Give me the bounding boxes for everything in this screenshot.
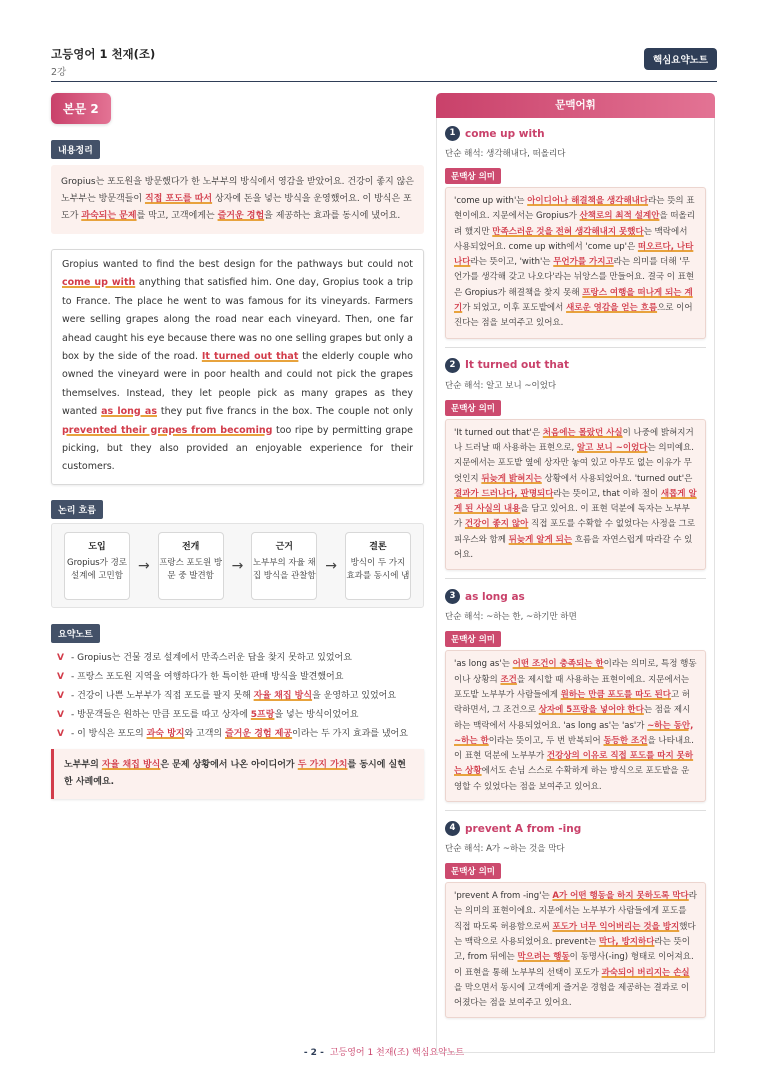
vocab-phrase: come up with — [465, 127, 545, 140]
left-column — [51, 93, 424, 799]
highlighted-term: 즐거운 경험 — [217, 211, 265, 221]
vocab-item — [445, 126, 706, 348]
flow-step-head: 도입 — [88, 541, 106, 552]
item-number: 2 — [445, 358, 460, 373]
highlighted-term: 산책로의 최적 설계안 — [579, 211, 660, 222]
context-meaning: 'as long as'는 어떤 조건이 충족되는 한이라는 의미로, 특정 행동이나 상황의 조건을 제시할 때 사용하는 표현이에요. 지문에서는 포도밭 노부부가 사람들에게 원하는 만큼 포도를 따도 된다고 허락하면서, 그 조건으로 상자에 5프랑을 넣어야 한다는 점을 제시하는 맥락에서 사용되었어요. 'as long as'는 'as'가 ~하는 동안, ~하는 한이라는 뜻이고, 두 번 반복되어 동등한 조건을 나타내요. 이 표현 덕분에 노부부가 건강상의 이유로 직접 포도를 따지 못하는 상황에서도 손님 스스로 수확하게 하는 방식으로 포도밭을 운영할 수 있었다는 점을 보여주고 있어요. — [445, 650, 706, 802]
highlighted-term: 두 가지 가치 — [297, 759, 348, 770]
lesson-label: 2강 — [51, 67, 67, 78]
highlighted-term: 떠오르다, 나타나다 — [454, 241, 694, 268]
flow-step-head: 전개 — [181, 541, 200, 552]
simple-meaning: 단순 해석: A가 ~하는 것을 막다 — [445, 844, 565, 855]
highlighted-term: 뒤늦게 밝혀지는 — [481, 473, 542, 484]
vocab-list — [436, 118, 715, 1053]
highlighted-term: It turned out that — [201, 351, 299, 363]
vocab-title: 문맥어휘 — [436, 93, 715, 118]
highlighted-term: 직접 포도를 따서 — [144, 194, 213, 204]
content-summary: Gropius는 포도원을 방문했다가 한 노부부의 방식에서 영감을 받았어요. 건강이 좋지 않은 노부부는 방문객들이 직접 포도를 따서 상자에 돈을 넣는 방식을 운영했어요. 이 방식은 포도가 과숙되는 문제를 막고, 고객에게는 즐거운 경험을 제공하는 효과를 동시에 냈어요. — [51, 165, 424, 234]
context-meaning-label: 문맥상 의미 — [445, 631, 501, 647]
page-footer — [0, 1045, 768, 1058]
footer-text: 고등영어 1 천재(조) 핵심요약노트 — [329, 1048, 465, 1058]
highlighted-term: 만족스러운 것을 전혀 생각해내지 못했다 — [492, 226, 644, 237]
highlighted-term: 결과가 드러나다, 판명되다 — [454, 488, 554, 499]
highlighted-term: 자율 채집 방식 — [101, 759, 161, 770]
vocab-phrase: It turned out that — [465, 359, 569, 372]
section-title: 본문 2 — [51, 93, 111, 124]
check-mark-icon: V — [57, 709, 64, 720]
context-meaning-label: 문맥상 의미 — [445, 400, 501, 416]
check-mark-icon: V — [57, 652, 64, 663]
item-number: 3 — [445, 589, 460, 604]
english-passage: Gropius wanted to find the best design for the pathways but could not come up with anything that satisfied him. One day, Gropius took a trip to France. The place he went to was famous for its vineyards. Farmers were selling grapes along the road near each vineyard. Then, one far ahead caught his eye because there was no one selling grapes but only a box by the side of the road. It turned out that the elderly couple who owned the vineyard were in poor health and could not pick the grapes themselves. Instead, they let people pick as many grapes as they wanted as long as they put five francs in the box. The couple not only prevented their grapes from becoming too ripe by permitting grape picking, but they also provided an enjoyable experience for their customers. — [51, 249, 424, 485]
vocab-item — [445, 358, 706, 580]
highlighted-term: 막으려는 행동 — [517, 952, 570, 963]
key-callout: 노부부의 자율 채집 방식은 문제 상황에서 나온 아이디어가 두 가지 가치를 동시에 실현한 사례예요. — [51, 749, 424, 799]
highlighted-term: 어떤 조건이 충족되는 한 — [512, 659, 604, 670]
highlighted-term: 과숙되어 버리지는 손실 — [601, 967, 690, 978]
arrow-right-icon: → — [231, 557, 244, 574]
highlighted-term: 원하는 만큼 포도를 따도 된다 — [560, 689, 672, 700]
note-item — [57, 707, 418, 723]
check-mark-icon: V — [57, 728, 64, 739]
highlighted-term: as long as — [101, 406, 157, 418]
highlighted-term: 건강이 좋지 않아 — [464, 519, 529, 530]
highlighted-term: 처음에는 몰랐던 사실 — [542, 427, 623, 438]
flow-step-body: 방식이 두 가지 효과를 동시에 냄 — [346, 557, 410, 581]
highlighted-term: come up with — [62, 277, 136, 289]
note-text: - 건강이 나쁜 노부부가 직접 포도를 팔지 못해 자율 채집 방식을 운영하고 있었어요 — [71, 690, 397, 701]
page-header — [51, 46, 717, 82]
note-item — [57, 688, 418, 704]
check-mark-icon: V — [57, 690, 64, 701]
vocab-item — [445, 821, 706, 1018]
flow-step — [64, 532, 130, 600]
check-mark-icon: V — [57, 671, 64, 682]
summary-notes — [51, 650, 424, 742]
simple-meaning: 단순 해석: 생각해내다, 떠올리다 — [445, 149, 566, 159]
note-text: - 이 방식은 포도의 과숙 방지와 고객의 즐거운 경험 제공이라는 두 가지 효과를 냈어요 — [71, 728, 408, 739]
vocab-phrase: as long as — [465, 590, 525, 603]
note-text: - 프랑스 포도원 지역을 여행하다가 한 특이한 판매 방식을 발견했어요 — [71, 671, 344, 682]
flow-step — [158, 532, 224, 600]
highlighted-term: 아이디어나 해결책을 생각해내다 — [527, 196, 649, 206]
note-item — [57, 669, 418, 685]
item-number: 1 — [445, 126, 460, 141]
context-meaning: 'prevent A from -ing'는 A가 어떤 행동을 하지 못하도록 막다라는 의미의 표현이에요. 지문에서는 노부부가 사람들에게 포도를 직접 따도록 허용함으로써 포도가 너무 익어버리는 것을 방지했다는 맥락으로 사용되었어요. prevent는 막다, 방지하다라는 뜻이고, from 뒤에는 막으려는 행동이 동명사(-ing) 형태로 이어져요. 이 표현을 통해 노부부의 선택이 포도가 과숙되어 버리지는 손실을 막으면서 동시에 고객에게 즐거운 경험을 제공하는 결과로 이어졌다는 점을 보여주고 있어요. — [445, 882, 706, 1018]
item-number: 4 — [445, 821, 460, 836]
simple-meaning: 단순 해석: ~하는 한, ~하기만 하면 — [445, 612, 577, 623]
highlighted-term: A가 어떤 행동을 하지 못하도록 막다 — [552, 891, 689, 902]
summary-tag: 내용정리 — [51, 140, 100, 159]
notes-tag: 요약노트 — [51, 624, 100, 643]
flow-step-head: 결론 — [369, 541, 387, 552]
flow-step — [251, 532, 317, 600]
flow-step-head: 근거 — [275, 541, 293, 552]
flow-step-body: 노부부의 자율 채집 방식을 관찰함 — [252, 557, 316, 581]
highlighted-term: 과숙되는 문제 — [81, 211, 137, 221]
course-title: 고등영어 1 천재(조) — [51, 47, 156, 61]
highlighted-term: 새로운 영감을 얻는 흐름 — [566, 303, 658, 314]
context-meaning: 'come up with'는 아이디어나 해결책을 생각해내다라는 뜻의 표현이에요. 지문에서는 Gropius가 산책로의 최적 설계안을 떠올리려 했지만 만족스러운 것을 전혀 생각해내지 못했다는 맥락에서 사용되었어요. come up with에서 'come up'은 떠오르다, 나타나다라는 뜻이고, 'with'는 무언가를 가지고라는 의미를 더해 '무언가를 생각해 갖고 나오다'라는 뉘앙스를 만들어요. 결국 이 표현은 Gropius가 해결책을 찾지 못해 프랑스 여행을 떠나게 되는 계기가 되었고, 이후 포도밭에서 새로운 영감을 얻는 흐름으로 이어진다는 점을 보여주고 있어요. — [445, 187, 706, 339]
note-item — [57, 726, 418, 742]
highlighted-term: prevented their grapes from becoming — [62, 424, 273, 436]
context-meaning-label: 문맥상 의미 — [445, 168, 501, 184]
highlighted-term: 새롭게 알게 된 사실의 내용 — [454, 488, 697, 515]
context-meaning-label: 문맥상 의미 — [445, 863, 501, 879]
highlighted-term: 조건 — [500, 674, 517, 685]
highlighted-term: 즐거운 경험 제공 — [224, 728, 293, 739]
highlighted-term: 막다, 방지하다 — [598, 936, 655, 947]
highlighted-term: 과숙 방지 — [146, 728, 185, 739]
arrow-right-icon: → — [137, 557, 150, 574]
note-text: - 방문객들은 원하는 만큼 포도를 따고 상자에 5프랑을 넣는 방식이었어요 — [71, 709, 359, 720]
note-text: - Gropius는 건물 경로 설계에서 만족스러운 답을 찾지 못하고 있었어요 — [71, 652, 352, 663]
flow-step — [345, 532, 411, 600]
highlighted-term: 뒤늦게 알게 되는 — [508, 534, 573, 545]
note-item — [57, 650, 418, 666]
highlighted-term: 상자에 5프랑을 넣어야 한다 — [538, 705, 644, 716]
highlighted-term: 동등한 조건 — [603, 735, 648, 746]
arrow-right-icon: → — [325, 557, 337, 574]
highlighted-term: 5프랑 — [250, 709, 275, 720]
context-meaning: 'It turned out that'은 처음에는 몰랐던 사실이 나중에 밝혀지거나 드러날 때 사용하는 표현으로, 알고 보니 ~이었다는 의미예요. 지문에서는 포도밭 옆에 상자만 놓여 있고 아무도 없는 이유가 무엇인지 뒤늦게 밝혀지는 상황에서 사용되었어요. 'turned out'은 결과가 드러나다, 판명되다라는 뜻이고, that 이하 절이 새롭게 알게 된 사실의 내용을 담고 있어요. 이 표현 덕분에 독자는 노부부가 건강이 좋지 않아 직접 포도를 수확할 수 없었다는 사정을 그로피우스와 함께 뒤늦게 알게 되는 흐름을 자연스럽게 따라갈 수 있어요. — [445, 419, 706, 571]
highlighted-term: 자율 채집 방식 — [253, 690, 313, 701]
highlighted-term: 프랑스 여행을 떠나게 되는 계기 — [454, 287, 693, 314]
highlighted-term: 포도가 너무 익어버리는 것을 방지 — [552, 921, 680, 932]
highlighted-term: 건강상의 이유로 직접 포도를 따지 못하는 상황 — [454, 751, 694, 777]
vocab-phrase: prevent A from -ing — [465, 822, 582, 835]
flow-step-body: Gropius가 경로 설계에 고민함 — [66, 557, 127, 581]
highlighted-term: 무언가를 가지고 — [553, 257, 614, 268]
logic-flow — [51, 523, 424, 608]
vocab-item — [445, 589, 706, 811]
flow-step-body: 프랑스 포도원 방문 중 발견함 — [159, 557, 223, 581]
highlighted-term: 알고 보니 ~이었다 — [576, 442, 648, 453]
highlighted-term: ~하는 동안, ~하는 한 — [454, 720, 694, 746]
vocab-panel — [436, 93, 715, 1053]
simple-meaning: 단순 해석: 알고 보니 ~이었다 — [445, 380, 557, 391]
page-number: - 2 - — [303, 1048, 324, 1058]
note-type-badge: 핵심요약노트 — [644, 48, 717, 70]
flow-tag: 논리 흐름 — [51, 500, 103, 519]
